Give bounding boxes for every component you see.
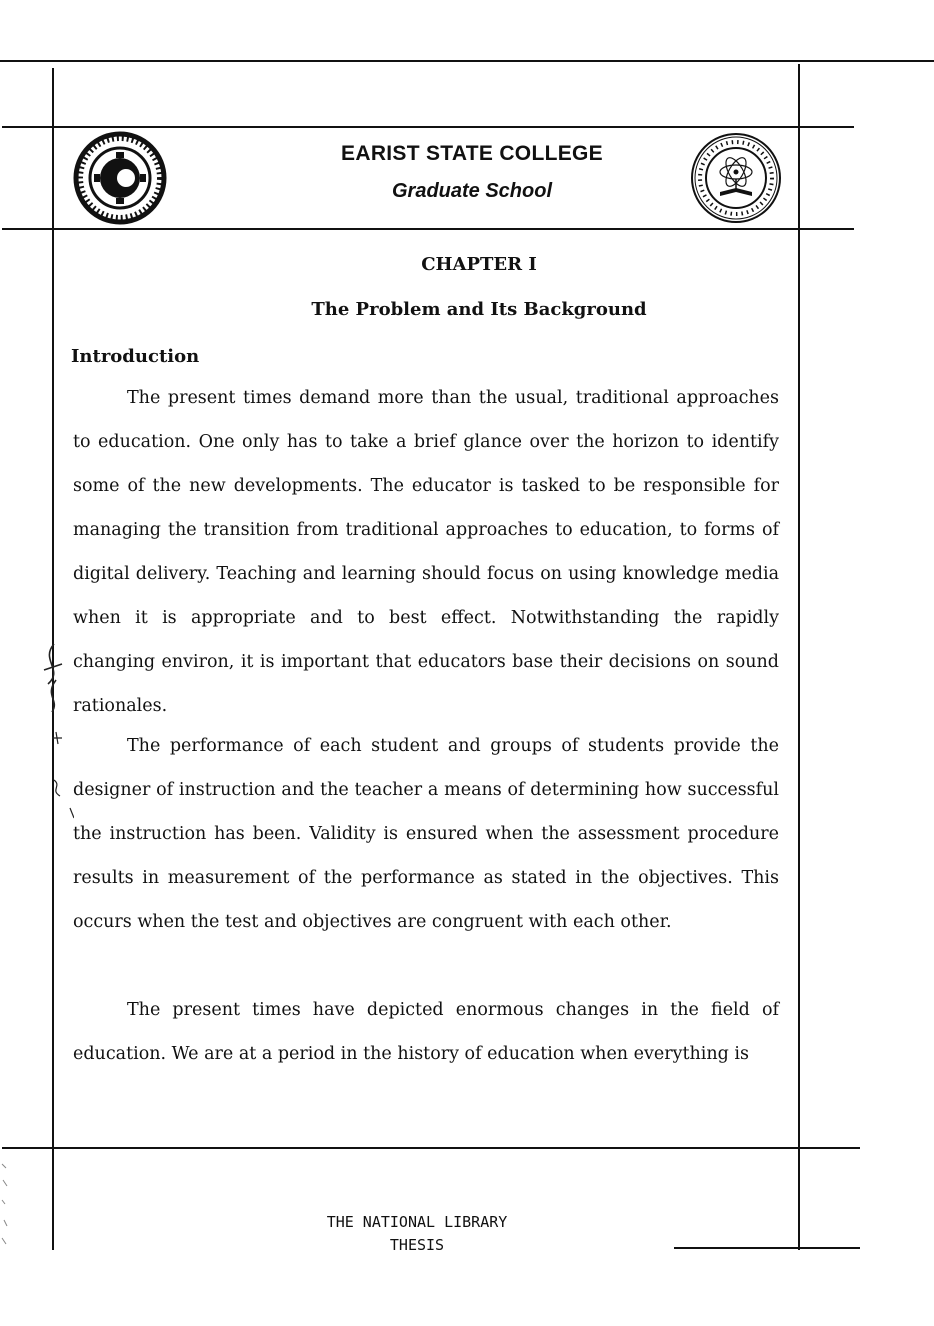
body-paragraph: The performance of each student and groups of students provide the designer of instruction and the teacher a means of determining how successful the instruction has been. Validity is ensured when the assessment procedure results in measurement of the performance as stated in the objectives. This occurs when the test and objectives are congruent with each other. [73,736,779,932]
body-paragraph: The present times have depicted enormous changes in the field of education. We are at a period in the history of education when everything is [73,1000,779,1064]
library-stamp-line2: THESIS [389,1236,445,1254]
right-margin-rule [798,64,800,1250]
header-top-rule [2,126,854,128]
school-name: Graduate School [391,180,553,202]
top-rule [0,60,934,62]
handwritten-mark-icon [34,640,74,820]
chapter-title: The Problem and Its Background [311,299,647,320]
footer-top-rule [2,1147,860,1149]
header-bottom-rule [2,228,854,230]
college-name: EARIST STATE COLLEGE [341,142,603,165]
section-heading: Introduction [71,346,200,367]
library-stamp-line1: THE NATIONAL LIBRARY [326,1213,508,1231]
body-paragraph: The present times demand more than the usual, traditional approaches to education. One only has to take a brief glance over the horizon to identify some of the new developments. The educator is tasked to be responsible for managing the transition from traditional approaches to education, to forms of digital delivery. Teaching and learning should focus on using knowledge media when it is appropriate and to best effect. Notwithstanding the rapidly changing environ, it is important that educators base their decisions on sound rationales. [73,388,779,716]
chapter-number: CHAPTER I [421,254,537,275]
